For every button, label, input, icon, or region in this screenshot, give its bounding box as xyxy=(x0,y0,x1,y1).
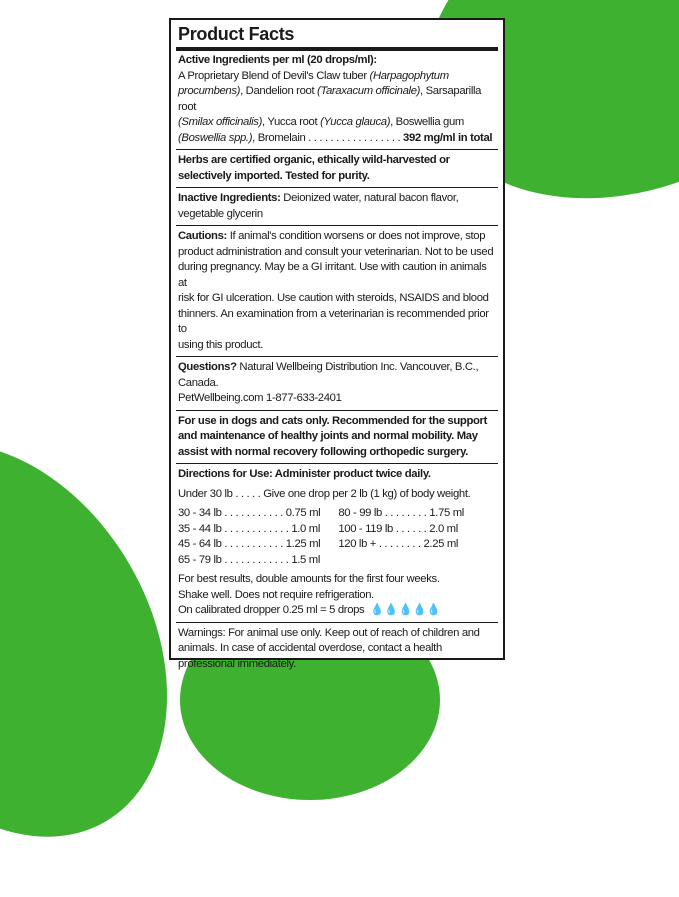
latin-name: (Yucca glauca) xyxy=(320,116,391,128)
divider xyxy=(176,622,498,623)
dosage-row: 120 lb + . . . . . . . . 2.25 ml xyxy=(338,538,459,550)
dosage-row: 35 - 44 lb . . . . . . . . . . . . 1.0 ml xyxy=(178,522,320,535)
use-section xyxy=(178,414,496,461)
dosage-column-right xyxy=(338,506,464,568)
dropper-line xyxy=(178,603,496,619)
active-heading: Active Ingredients per ml (20 drops/ml): xyxy=(178,54,377,66)
active-line-1 xyxy=(178,69,496,85)
text: , Bromelain xyxy=(252,131,306,144)
herbs-line-2: selectively imported. Tested for purity. xyxy=(178,169,370,182)
dosage-row: 45 - 64 lb . . . . . . . . . . . 1.25 ml xyxy=(178,538,321,550)
dosage-row: 80 - 99 lb . . . . . . . . 1.75 ml xyxy=(338,507,464,519)
cautions-line-5: thinners. An examination from a veterinarian is recommended prior to xyxy=(178,307,489,335)
herbs-line-1: Herbs are certified organic, ethically wild-harvested or xyxy=(178,154,450,166)
active-ingredients-section xyxy=(178,53,496,146)
drops-icon: 💧💧💧💧💧 xyxy=(370,604,441,616)
latin-name: procumbens) xyxy=(178,85,241,97)
use-line-3: assist with normal recovery following orthopedic surgery. xyxy=(178,445,468,458)
dosage-row: 100 - 119 lb . . . . . . 2.0 ml xyxy=(338,522,458,535)
text: A Proprietary Blend of Devil's Claw tuber xyxy=(178,69,370,82)
active-line-2 xyxy=(178,84,496,115)
directions-heading: Directions for Use: Administer product twice daily. xyxy=(178,468,431,480)
latin-name: (Harpagophytum xyxy=(369,69,449,82)
use-line-1: For use in dogs and cats only. Recommended for the support xyxy=(178,414,488,427)
warnings-line-3: professional immediately. xyxy=(178,657,296,670)
questions-section xyxy=(178,360,496,407)
warnings-line-1: Warnings: For animal use only. Keep out of reach of children and xyxy=(178,626,480,639)
inactive-line-1 xyxy=(178,191,496,207)
cautions-line-2: product administration and consult your veterinarian. Not to be used xyxy=(178,245,494,258)
cautions-line-3: during pregnancy. May be a GI irritant. Use with caution in animals at xyxy=(178,261,487,289)
questions-line-2: PetWellbeing.com 1-877-633-2401 xyxy=(178,392,342,404)
active-line-4 xyxy=(178,131,496,147)
storage-line: Shake well. Does not require refrigeration. xyxy=(178,588,374,601)
directions-section xyxy=(178,467,496,619)
total-amount: 392 mg/ml in total xyxy=(403,131,493,144)
cautions-label: Cautions: xyxy=(178,230,227,242)
best-results-line: For best results, double amounts for the first four weeks. xyxy=(178,573,440,585)
dosage-table xyxy=(178,506,496,568)
cautions-line-4: risk for GI ulceration. Use caution with steroids, NSAIDS and blood xyxy=(178,292,489,304)
active-line-3 xyxy=(178,115,496,131)
divider xyxy=(176,410,498,411)
text: Natural Wellbeing Distribution Inc. Vancouver, B.C., Canada. xyxy=(178,361,479,389)
latin-name: (Boswellia spp.) xyxy=(178,131,253,144)
questions-label: Questions? xyxy=(178,361,237,373)
inactive-line-2: vegetable glycerin xyxy=(178,207,263,220)
panel-title: Product Facts xyxy=(178,24,295,44)
text: If animal's condition worsens or does not improve, stop xyxy=(226,230,486,242)
cautions-line-6: using this product. xyxy=(178,338,264,351)
leader-dots: . . . . . . . . . . . . . . . . . xyxy=(305,131,404,144)
inactive-label: Inactive Ingredients: xyxy=(178,192,281,204)
text: , Dandelion root xyxy=(240,85,318,97)
text: , Boswellia gum xyxy=(390,116,464,128)
questions-line-1 xyxy=(178,360,496,391)
use-line-2: and maintenance of healthy joints and normal mobility. May xyxy=(178,430,478,442)
divider xyxy=(176,187,498,188)
inactive-section xyxy=(178,191,496,222)
warnings-section xyxy=(178,626,496,673)
dropper-text: On calibrated dropper 0.25 ml = 5 drops xyxy=(178,604,365,616)
text: , Sarsaparilla root xyxy=(178,85,482,113)
warnings-line-2: animals. In case of accidental overdose, contact a health xyxy=(178,642,442,654)
product-facts-panel xyxy=(169,18,505,670)
text: Deionized water, natural bacon flavor, xyxy=(280,192,459,204)
latin-name: (Taraxacum officinale) xyxy=(317,85,421,97)
dosage-row: 30 - 34 lb . . . . . . . . . . . 0.75 ml xyxy=(178,507,321,519)
divider xyxy=(176,225,498,226)
divider xyxy=(176,149,498,150)
herbs-section xyxy=(178,153,496,184)
dosage-row: 65 - 79 lb . . . . . . . . . . . . 1.5 ml xyxy=(178,553,320,566)
divider xyxy=(176,463,498,464)
latin-name: (Smilax officinalis) xyxy=(178,116,263,128)
text: , Yucca root xyxy=(262,116,321,128)
title-divider xyxy=(176,47,498,51)
directions-under-30: Under 30 lb . . . . . Give one drop per 2 lb (1 kg) of body weight. xyxy=(178,487,471,500)
cautions-section xyxy=(178,229,496,353)
cautions-line-1 xyxy=(178,229,496,245)
divider xyxy=(176,356,498,357)
dosage-column-left xyxy=(178,506,320,568)
